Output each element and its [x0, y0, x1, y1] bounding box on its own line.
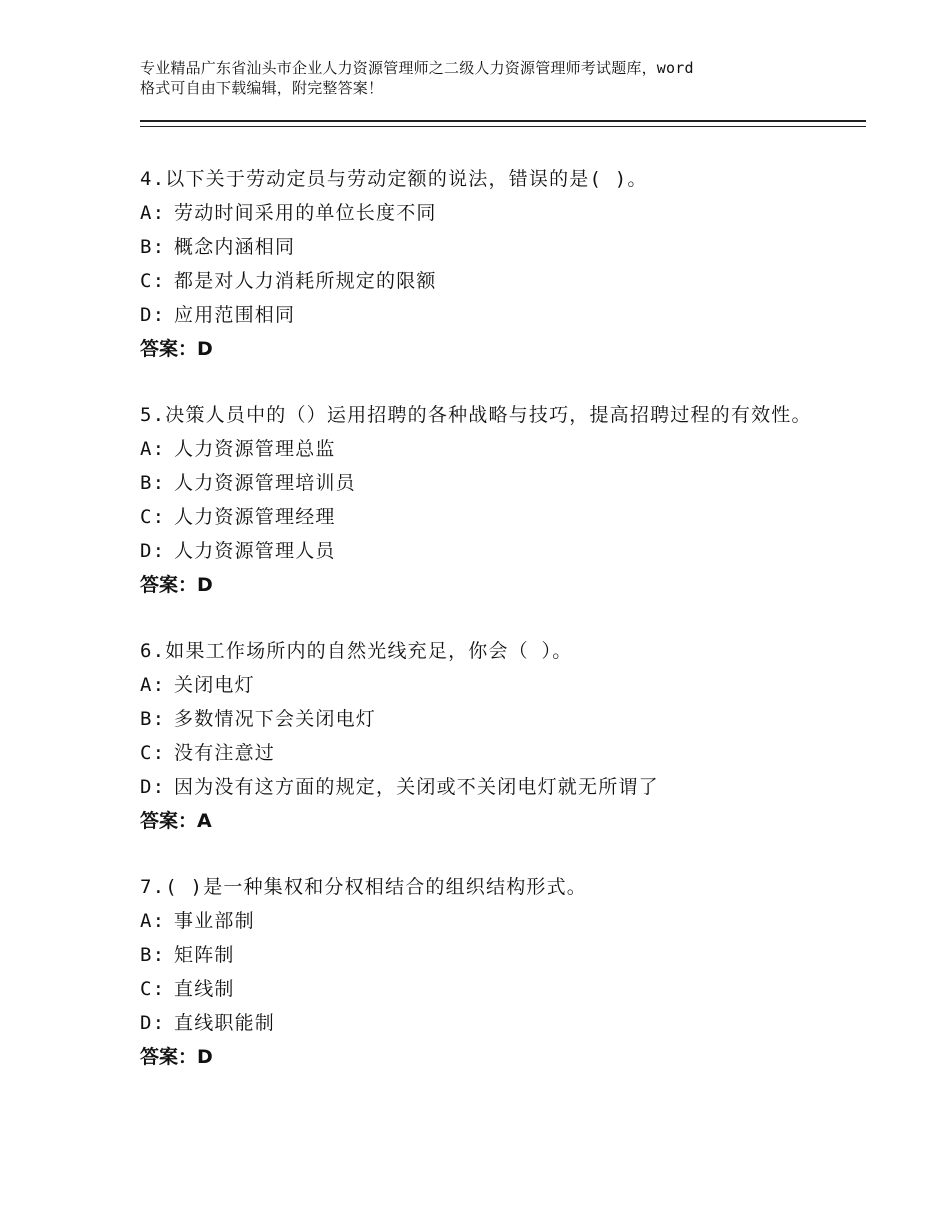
option-letter: B: [140, 236, 166, 258]
option-text: 人力资源管理总监 [174, 438, 336, 460]
option-letter: D: [140, 540, 166, 562]
answer-line [140, 332, 840, 366]
option-b [140, 702, 840, 736]
header-line-1: 专业精品广东省汕头市企业人力资源管理师之二级人力资源管理师考试题库，word [140, 59, 694, 77]
option-c [140, 972, 840, 1006]
answer-value: D [197, 1046, 213, 1068]
option-text: 概念内涵相同 [174, 236, 296, 258]
answer-label: 答案： [140, 810, 198, 832]
option-letter: C: [140, 270, 166, 292]
header-line-2: 格式可自由下载编辑，附完整答案！ [140, 79, 384, 97]
option-letter: C: [140, 506, 166, 528]
option-d [140, 298, 840, 332]
option-letter: A: [140, 202, 166, 224]
option-b [140, 938, 840, 972]
option-c [140, 500, 840, 534]
option-letter: D: [140, 776, 166, 798]
question-text: 4.以下关于劳动定员与劳动定额的说法，错误的是( )。 [140, 168, 648, 190]
answer-label: 答案： [140, 1046, 198, 1068]
option-b [140, 230, 840, 264]
option-text: 直线制 [174, 978, 235, 1000]
answer-label: 答案： [140, 338, 198, 360]
header-divider [140, 120, 866, 127]
document-header [140, 58, 830, 98]
question-text: 7.( )是一种集权和分权相结合的组织结构形式。 [140, 876, 587, 898]
option-text: 关闭电灯 [174, 674, 255, 696]
question-7 [140, 870, 840, 1074]
option-letter: B: [140, 708, 166, 730]
option-c [140, 736, 840, 770]
option-letter: A: [140, 674, 166, 696]
option-b [140, 466, 840, 500]
option-text: 多数情况下会关闭电灯 [174, 708, 377, 730]
option-text: 人力资源管理培训员 [174, 472, 356, 494]
option-text: 没有注意过 [174, 742, 276, 764]
option-letter: C: [140, 742, 166, 764]
answer-line [140, 1040, 840, 1074]
option-text: 矩阵制 [174, 944, 235, 966]
option-text: 应用范围相同 [174, 304, 296, 326]
option-text: 人力资源管理经理 [174, 506, 336, 528]
option-text: 人力资源管理人员 [174, 540, 336, 562]
question-4 [140, 162, 840, 366]
option-letter: B: [140, 944, 166, 966]
option-a [140, 904, 840, 938]
option-text: 直线职能制 [174, 1012, 276, 1034]
option-letter: D: [140, 304, 166, 326]
answer-value: D [197, 338, 213, 360]
option-text: 都是对人力消耗所规定的限额 [174, 270, 437, 292]
option-text: 事业部制 [174, 910, 255, 932]
answer-label: 答案： [140, 574, 198, 596]
option-text: 劳动时间采用的单位长度不同 [174, 202, 437, 224]
option-letter: A: [140, 910, 166, 932]
option-d [140, 770, 840, 804]
question-text: 6.如果工作场所内的自然光线充足，你会（ ）。 [140, 640, 573, 662]
option-text: 因为没有这方面的规定，关闭或不关闭电灯就无所谓了 [174, 776, 659, 798]
option-a [140, 196, 840, 230]
question-6 [140, 634, 840, 838]
answer-line [140, 804, 840, 838]
option-letter: D: [140, 1012, 166, 1034]
option-letter: C: [140, 978, 166, 1000]
option-a [140, 432, 840, 466]
option-d [140, 534, 840, 568]
option-a [140, 668, 840, 702]
option-c [140, 264, 840, 298]
option-letter: B: [140, 472, 166, 494]
option-d [140, 1006, 840, 1040]
answer-value: A [197, 810, 212, 832]
question-text: 5.决策人员中的（）运用招聘的各种战略与技巧，提高招聘过程的有效性。 [140, 404, 812, 426]
option-letter: A: [140, 438, 166, 460]
answer-value: D [197, 574, 213, 596]
answer-line [140, 568, 840, 602]
question-5 [140, 398, 840, 602]
question-list [140, 162, 840, 1106]
